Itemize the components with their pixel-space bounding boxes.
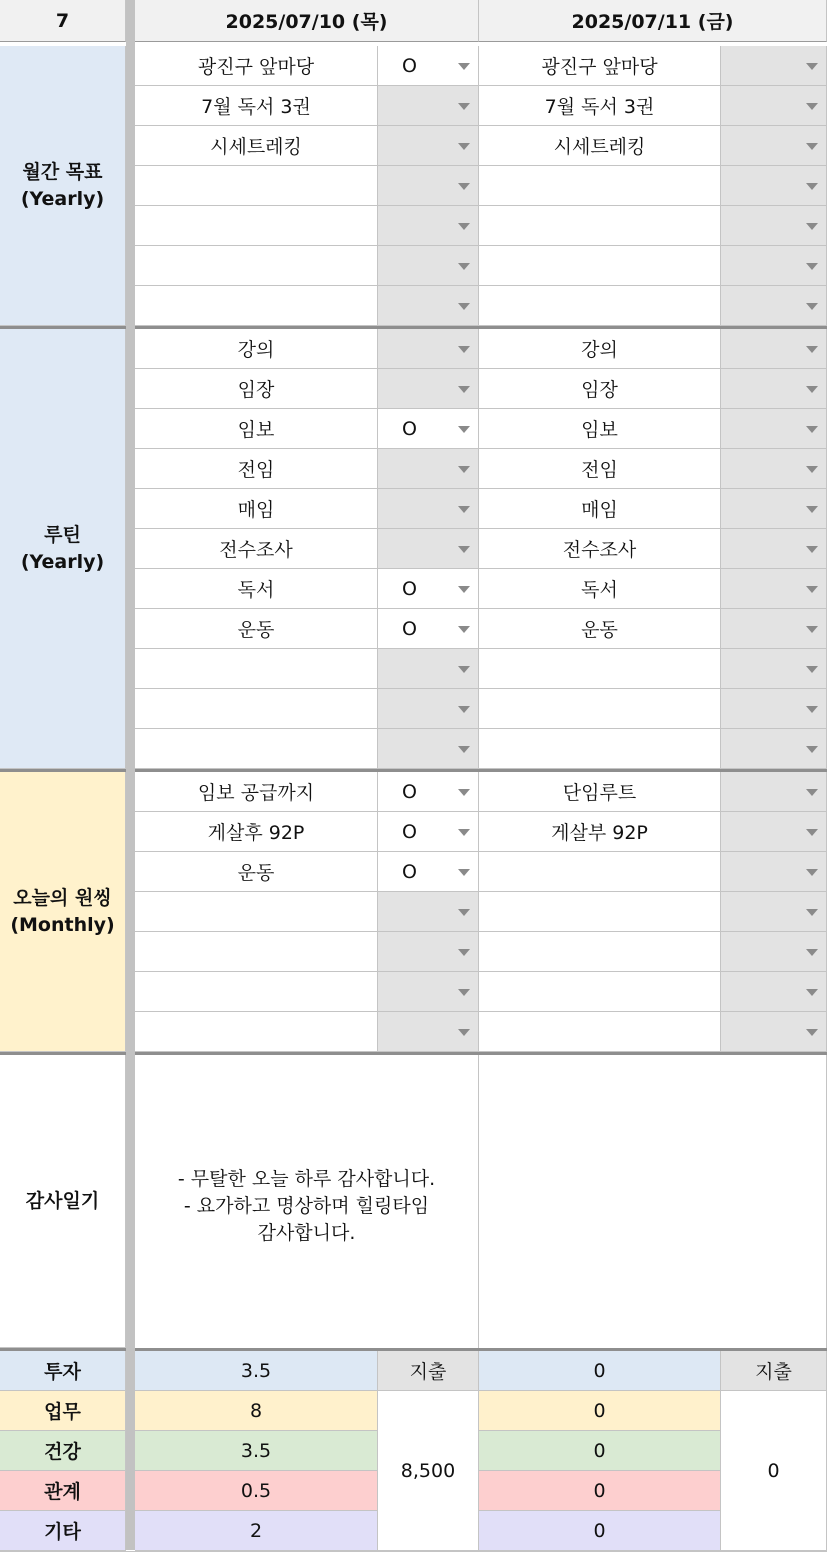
gratitude-section-label bbox=[0, 1055, 126, 1348]
hours-label-4: 기타 bbox=[0, 1511, 126, 1551]
routine-day1-check-dropdown[interactable] bbox=[378, 689, 479, 729]
routine-day1-check-dropdown[interactable] bbox=[378, 649, 479, 689]
routine-day1-task[interactable]: 전임 bbox=[135, 449, 378, 489]
today_one-day2-task[interactable] bbox=[479, 892, 721, 932]
today_one-day2-check-dropdown[interactable] bbox=[721, 932, 827, 972]
chevron-down-icon[interactable] bbox=[458, 386, 470, 393]
routine-day1-check-dropdown[interactable] bbox=[378, 529, 479, 569]
spending-day1-amount[interactable]: 8,500 bbox=[378, 1391, 479, 1551]
today_one-day1-task[interactable] bbox=[135, 892, 378, 932]
chevron-down-icon[interactable] bbox=[806, 546, 818, 553]
routine-day1-task[interactable] bbox=[135, 689, 378, 729]
today_one-day2-check-dropdown[interactable] bbox=[721, 852, 827, 892]
monthly_goal-day1-check-dropdown[interactable] bbox=[378, 246, 479, 286]
today_one-day1-task[interactable] bbox=[135, 972, 378, 1012]
monthly_goal-day2-task[interactable] bbox=[479, 286, 721, 326]
today_one-day2-check-dropdown[interactable] bbox=[721, 892, 827, 932]
routine-day2-task[interactable] bbox=[479, 689, 721, 729]
routine-day1-check-dropdown[interactable] bbox=[378, 569, 479, 609]
monthly_goal-day1-task[interactable] bbox=[135, 246, 378, 286]
monthly_goal-day2-task[interactable]: 시세트레킹 bbox=[479, 126, 721, 166]
chevron-down-icon[interactable] bbox=[458, 869, 470, 876]
spending-label-day2: 지출 bbox=[721, 1351, 827, 1391]
chevron-down-icon[interactable] bbox=[806, 989, 818, 996]
chevron-down-icon[interactable] bbox=[458, 103, 470, 110]
day2-date-header: 2025/07/11 (금) bbox=[479, 0, 827, 42]
routine-day1-task[interactable] bbox=[135, 729, 378, 769]
hours-label-3: 관계 bbox=[0, 1471, 126, 1511]
monthly_goal-title: 월간 목표 bbox=[22, 160, 103, 183]
routine-day2-task[interactable] bbox=[479, 729, 721, 769]
chevron-down-icon[interactable] bbox=[806, 143, 818, 150]
chevron-down-icon[interactable] bbox=[806, 303, 818, 310]
hours-label-0: 투자 bbox=[0, 1351, 126, 1391]
routine-subtitle: (Yearly) bbox=[20, 550, 105, 573]
today_one-day1-task[interactable]: 운동 bbox=[135, 852, 378, 892]
routine-day2-check-dropdown[interactable] bbox=[721, 529, 827, 569]
chevron-down-icon[interactable] bbox=[806, 506, 818, 513]
today_one-day2-check-dropdown[interactable] bbox=[721, 772, 827, 812]
monthly_goal-day2-task[interactable]: 광진구 앞마당 bbox=[479, 46, 721, 86]
chevron-down-icon[interactable] bbox=[806, 666, 818, 673]
today_one-day2-task[interactable] bbox=[479, 852, 721, 892]
monthly_goal-day1-check-dropdown[interactable] bbox=[378, 286, 479, 326]
chevron-down-icon[interactable] bbox=[806, 386, 818, 393]
routine-day2-check-dropdown[interactable] bbox=[721, 689, 827, 729]
monthly_goal-day2-task[interactable] bbox=[479, 206, 721, 246]
monthly_goal-day1-task[interactable] bbox=[135, 206, 378, 246]
routine-day1-task[interactable]: 임장 bbox=[135, 369, 378, 409]
chevron-down-icon[interactable] bbox=[806, 746, 818, 753]
chevron-down-icon[interactable] bbox=[458, 746, 470, 753]
day1-date-header: 2025/07/10 (목) bbox=[135, 0, 479, 42]
chevron-down-icon[interactable] bbox=[806, 63, 818, 70]
chevron-down-icon[interactable] bbox=[806, 1029, 818, 1036]
check-mark: O bbox=[402, 860, 417, 883]
monthly_goal-day1-check-dropdown[interactable] bbox=[378, 86, 479, 126]
chevron-down-icon[interactable] bbox=[806, 183, 818, 190]
routine-day1-task[interactable]: 독서 bbox=[135, 569, 378, 609]
monthly_goal-day1-task[interactable] bbox=[135, 286, 378, 326]
monthly_goal-day2-check-dropdown[interactable] bbox=[721, 206, 827, 246]
spending-day2-amount[interactable]: 0 bbox=[721, 1391, 827, 1551]
monthly_goal-day1-task[interactable]: 7월 독서 3권 bbox=[135, 86, 378, 126]
today_one-day1-task[interactable]: 임보 공급까지 bbox=[135, 772, 378, 812]
routine-day2-check-dropdown[interactable] bbox=[721, 369, 827, 409]
hours-label-1: 업무 bbox=[0, 1391, 126, 1431]
today_one-day1-task[interactable] bbox=[135, 932, 378, 972]
chevron-down-icon[interactable] bbox=[458, 909, 470, 916]
routine-day2-task[interactable]: 임장 bbox=[479, 369, 721, 409]
routine-day2-check-dropdown[interactable] bbox=[721, 489, 827, 529]
routine-day2-task[interactable]: 전수조사 bbox=[479, 529, 721, 569]
routine-day2-task[interactable]: 임보 bbox=[479, 409, 721, 449]
chevron-down-icon[interactable] bbox=[806, 829, 818, 836]
chevron-down-icon[interactable] bbox=[458, 506, 470, 513]
today_one-section-label bbox=[0, 772, 126, 1052]
hours-day2-value[interactable]: 0 bbox=[479, 1351, 721, 1391]
routine-day2-check-dropdown[interactable] bbox=[721, 449, 827, 489]
chevron-down-icon[interactable] bbox=[458, 626, 470, 633]
chevron-down-icon[interactable] bbox=[806, 586, 818, 593]
today_one-day2-check-dropdown[interactable] bbox=[721, 812, 827, 852]
routine-day2-task[interactable]: 강의 bbox=[479, 329, 721, 369]
monthly_goal-day1-task[interactable]: 광진구 앞마당 bbox=[135, 46, 378, 86]
chevron-down-icon[interactable] bbox=[458, 949, 470, 956]
routine-day2-task[interactable]: 독서 bbox=[479, 569, 721, 609]
monthly_goal-day1-check-dropdown[interactable] bbox=[378, 206, 479, 246]
monthly_goal-section-label bbox=[0, 46, 126, 326]
monthly_goal-day2-task[interactable] bbox=[479, 166, 721, 206]
frozen-column-divider bbox=[126, 0, 135, 1550]
today_one-day1-check-dropdown[interactable] bbox=[378, 972, 479, 1012]
today_one-day1-check-dropdown[interactable] bbox=[378, 772, 479, 812]
today_one-day1-check-dropdown[interactable] bbox=[378, 932, 479, 972]
routine-day1-task[interactable]: 매임 bbox=[135, 489, 378, 529]
chevron-down-icon[interactable] bbox=[458, 989, 470, 996]
today_one-title: 오늘의 원씽 bbox=[13, 886, 112, 909]
chevron-down-icon[interactable] bbox=[806, 706, 818, 713]
chevron-down-icon[interactable] bbox=[458, 546, 470, 553]
monthly_goal-day1-check-dropdown[interactable] bbox=[378, 166, 479, 206]
chevron-down-icon[interactable] bbox=[458, 586, 470, 593]
today_one-day1-check-dropdown[interactable] bbox=[378, 852, 479, 892]
routine-day2-check-dropdown[interactable] bbox=[721, 609, 827, 649]
monthly_goal-day2-task[interactable]: 7월 독서 3권 bbox=[479, 86, 721, 126]
today_one-day1-check-dropdown[interactable] bbox=[378, 892, 479, 932]
today_one-day2-check-dropdown[interactable] bbox=[721, 972, 827, 1012]
routine-day1-task[interactable]: 강의 bbox=[135, 329, 378, 369]
chevron-down-icon[interactable] bbox=[458, 466, 470, 473]
monthly_goal-day2-check-dropdown[interactable] bbox=[721, 166, 827, 206]
check-mark: O bbox=[402, 417, 417, 440]
routine-day2-task[interactable]: 매임 bbox=[479, 489, 721, 529]
chevron-down-icon[interactable] bbox=[806, 103, 818, 110]
today_one-day2-task[interactable] bbox=[479, 972, 721, 1012]
routine-day2-check-dropdown[interactable] bbox=[721, 329, 827, 369]
hours-day2-value[interactable]: 0 bbox=[479, 1391, 721, 1431]
check-mark: O bbox=[402, 577, 417, 600]
chevron-down-icon[interactable] bbox=[458, 63, 470, 70]
hours-day1-value[interactable]: 2 bbox=[135, 1511, 378, 1551]
gratitude-day2-text[interactable] bbox=[479, 1055, 827, 1348]
chevron-down-icon[interactable] bbox=[458, 223, 470, 230]
routine-day1-task[interactable]: 임보 bbox=[135, 409, 378, 449]
routine-day1-check-dropdown[interactable] bbox=[378, 609, 479, 649]
chevron-down-icon[interactable] bbox=[458, 183, 470, 190]
monthly_goal-day2-task[interactable] bbox=[479, 246, 721, 286]
routine-day2-task[interactable] bbox=[479, 649, 721, 689]
chevron-down-icon[interactable] bbox=[806, 263, 818, 270]
today_one-day1-task[interactable]: 게살후 92P bbox=[135, 812, 378, 852]
today_one-subtitle: (Monthly) bbox=[10, 913, 115, 936]
chevron-down-icon[interactable] bbox=[458, 143, 470, 150]
chevron-down-icon[interactable] bbox=[458, 1029, 470, 1036]
chevron-down-icon[interactable] bbox=[458, 706, 470, 713]
today_one-day1-task[interactable] bbox=[135, 1012, 378, 1052]
chevron-down-icon[interactable] bbox=[806, 223, 818, 230]
hours-day2-value[interactable]: 0 bbox=[479, 1471, 721, 1511]
hours-day1-value[interactable]: 0.5 bbox=[135, 1471, 378, 1511]
chevron-down-icon[interactable] bbox=[458, 789, 470, 796]
check-mark: O bbox=[402, 617, 417, 640]
routine-day2-check-dropdown[interactable] bbox=[721, 569, 827, 609]
chevron-down-icon[interactable] bbox=[458, 303, 470, 310]
chevron-down-icon[interactable] bbox=[458, 346, 470, 353]
routine-day2-check-dropdown[interactable] bbox=[721, 409, 827, 449]
chevron-down-icon[interactable] bbox=[806, 346, 818, 353]
monthly_goal-day1-check-dropdown[interactable] bbox=[378, 126, 479, 166]
chevron-down-icon[interactable] bbox=[806, 426, 818, 433]
monthly_goal-subtitle: (Yearly) bbox=[20, 187, 105, 210]
routine-day2-task[interactable]: 전임 bbox=[479, 449, 721, 489]
hours-day2-value[interactable]: 0 bbox=[479, 1511, 721, 1551]
monthly_goal-day2-check-dropdown[interactable] bbox=[721, 246, 827, 286]
routine-day1-task[interactable]: 전수조사 bbox=[135, 529, 378, 569]
gratitude-day1-text[interactable]: - 무탈한 오늘 하루 감사합니다. - 요가하고 명상하며 힐링타임 감사합니다. bbox=[135, 1055, 479, 1348]
monthly_goal-day2-check-dropdown[interactable] bbox=[721, 286, 827, 326]
today_one-day2-task[interactable] bbox=[479, 932, 721, 972]
today_one-day2-task[interactable]: 단임루트 bbox=[479, 772, 721, 812]
hours-day1-value[interactable]: 3.5 bbox=[135, 1351, 378, 1391]
monthly_goal-day1-check-dropdown[interactable] bbox=[378, 46, 479, 86]
chevron-down-icon[interactable] bbox=[458, 263, 470, 270]
routine-day2-task[interactable]: 운동 bbox=[479, 609, 721, 649]
today_one-day2-check-dropdown[interactable] bbox=[721, 1012, 827, 1052]
today_one-day2-task[interactable] bbox=[479, 1012, 721, 1052]
chevron-down-icon[interactable] bbox=[806, 869, 818, 876]
chevron-down-icon[interactable] bbox=[806, 949, 818, 956]
monthly_goal-day2-check-dropdown[interactable] bbox=[721, 86, 827, 126]
spending-label-day1: 지출 bbox=[378, 1351, 479, 1391]
chevron-down-icon[interactable] bbox=[806, 909, 818, 916]
routine-day1-check-dropdown[interactable] bbox=[378, 449, 479, 489]
index-header: 7 bbox=[0, 0, 126, 42]
monthly_goal-day1-task[interactable] bbox=[135, 166, 378, 206]
routine-day1-task[interactable] bbox=[135, 649, 378, 689]
routine-day1-check-dropdown[interactable] bbox=[378, 489, 479, 529]
hours-label-2: 건강 bbox=[0, 1431, 126, 1471]
chevron-down-icon[interactable] bbox=[458, 666, 470, 673]
hours-day1-value[interactable]: 8 bbox=[135, 1391, 378, 1431]
monthly_goal-day1-task[interactable]: 시세트레킹 bbox=[135, 126, 378, 166]
today_one-day1-check-dropdown[interactable] bbox=[378, 1012, 479, 1052]
chevron-down-icon[interactable] bbox=[806, 789, 818, 796]
chevron-down-icon[interactable] bbox=[458, 829, 470, 836]
chevron-down-icon[interactable] bbox=[806, 626, 818, 633]
check-mark: O bbox=[402, 54, 417, 77]
routine-title: 루틴 bbox=[44, 523, 81, 546]
routine-day2-check-dropdown[interactable] bbox=[721, 729, 827, 769]
chevron-down-icon[interactable] bbox=[458, 426, 470, 433]
today_one-day2-task[interactable]: 게살부 92P bbox=[479, 812, 721, 852]
routine-day1-check-dropdown[interactable] bbox=[378, 329, 479, 369]
hours-day1-value[interactable]: 3.5 bbox=[135, 1431, 378, 1471]
check-mark: O bbox=[402, 820, 417, 843]
today_one-day1-check-dropdown[interactable] bbox=[378, 812, 479, 852]
routine-day2-check-dropdown[interactable] bbox=[721, 649, 827, 689]
routine-section-label bbox=[0, 329, 126, 769]
monthly_goal-day2-check-dropdown[interactable] bbox=[721, 46, 827, 86]
routine-day1-check-dropdown[interactable] bbox=[378, 369, 479, 409]
hours-day2-value[interactable]: 0 bbox=[479, 1431, 721, 1471]
monthly_goal-day2-check-dropdown[interactable] bbox=[721, 126, 827, 166]
routine-day1-task[interactable]: 운동 bbox=[135, 609, 378, 649]
gratitude-title: 감사일기 bbox=[25, 1189, 100, 1212]
routine-day1-check-dropdown[interactable] bbox=[378, 729, 479, 769]
routine-day1-check-dropdown[interactable] bbox=[378, 409, 479, 449]
chevron-down-icon[interactable] bbox=[806, 466, 818, 473]
check-mark: O bbox=[402, 780, 417, 803]
